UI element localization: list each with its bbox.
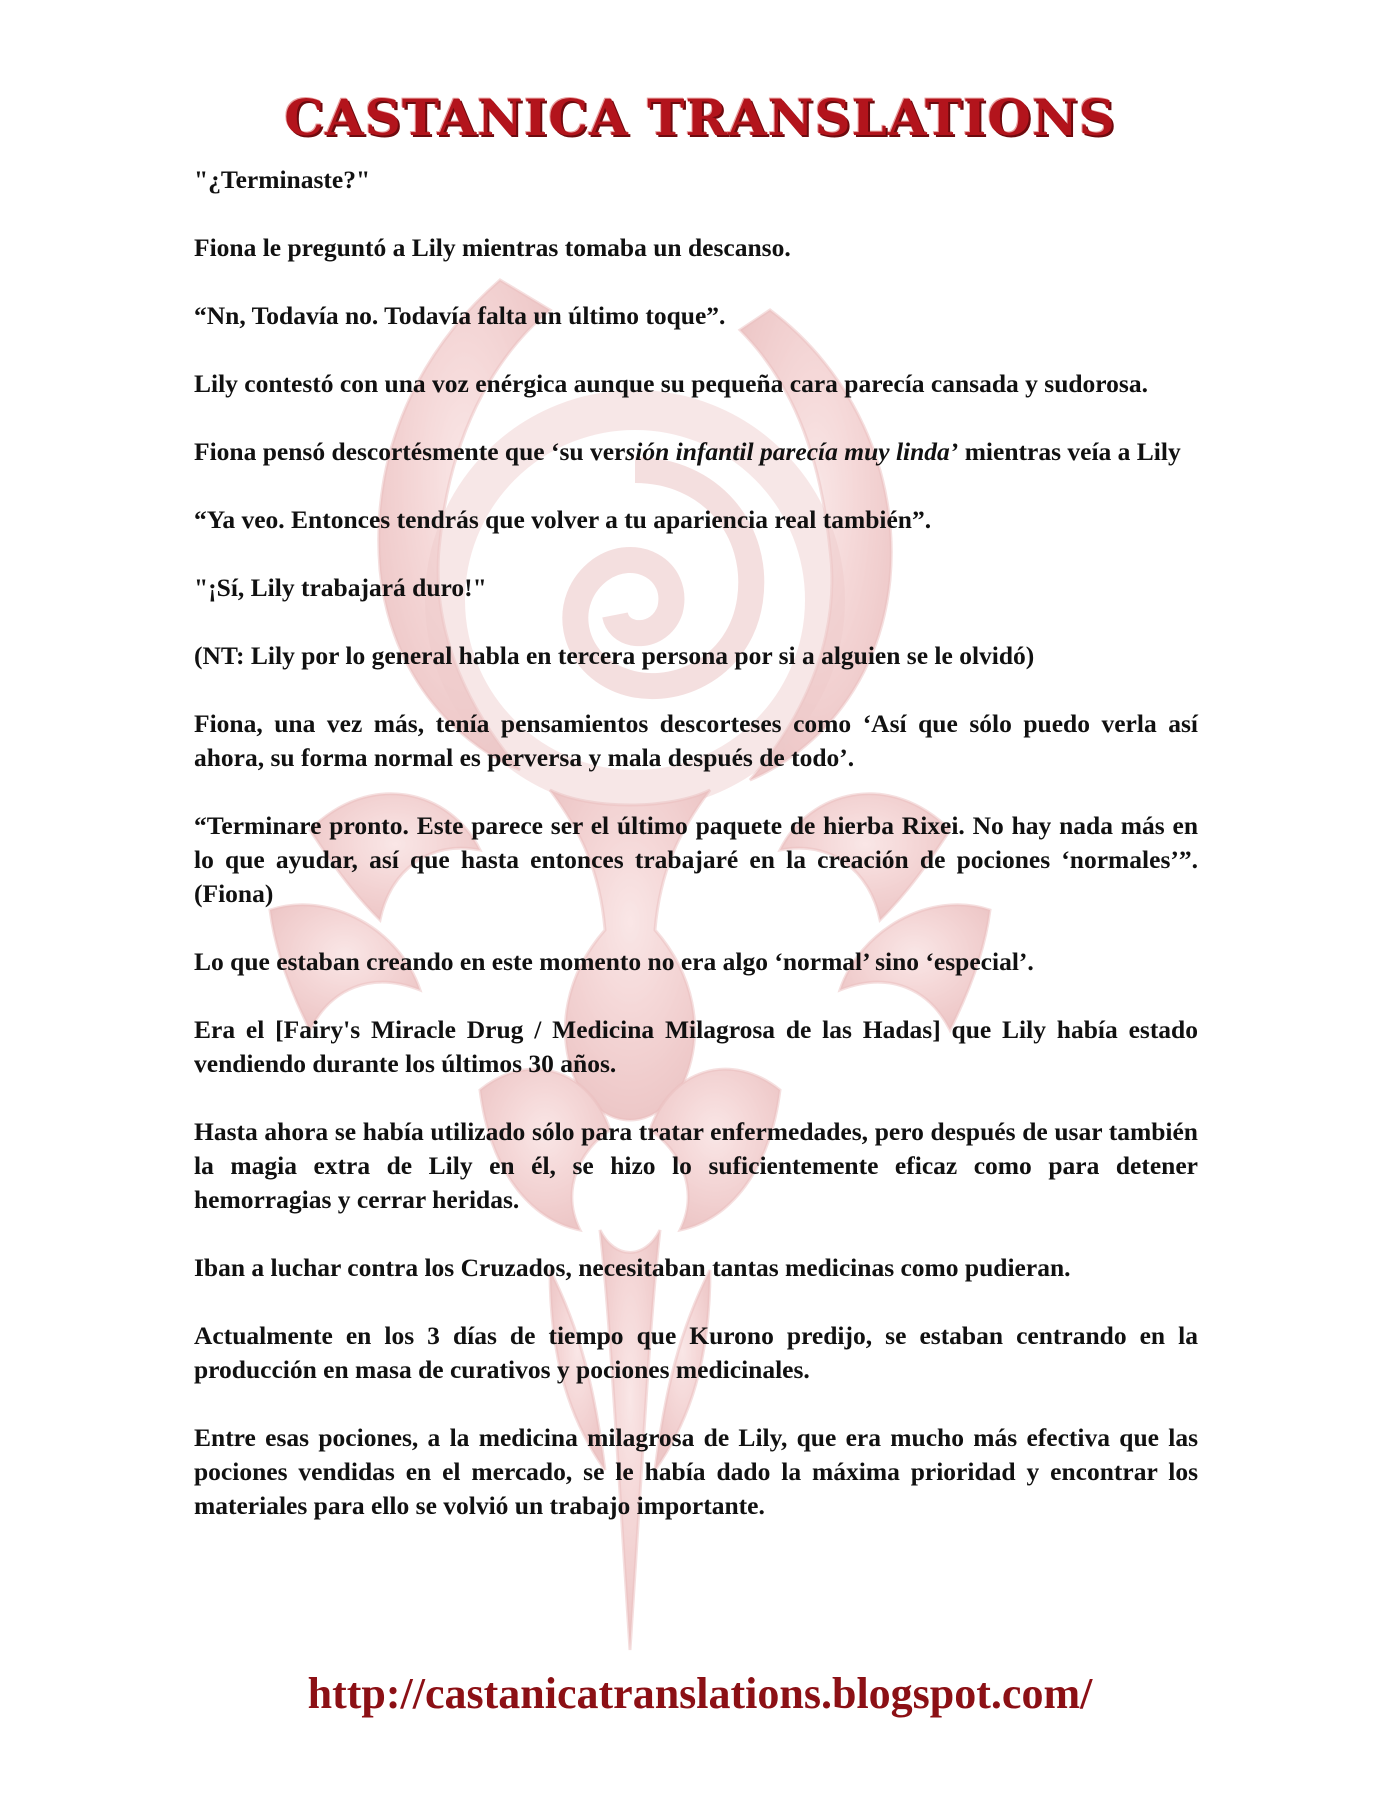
paragraph: Iban a luchar contra los Cruzados, necesitaban tantas medicinas como pudieran.: [194, 1253, 1071, 1282]
header-title: CASTANICA TRANSLATIONS: [284, 88, 1116, 147]
paragraph: Entre esas pociones, a la medicina milagrosa de Lily, que era mucho más efectiva que las pociones vendidas en el mercado, se le había dado la máxima prioridad y encontrar los materiales para ello se volvió un trabajo importante.: [194, 1423, 1198, 1520]
paragraph: Era el [Fairy's Miracle Drug / Medicina Milagrosa de las Hadas] que Lily había estado vendiendo durante los últimos 30 años.: [194, 1015, 1198, 1078]
paragraph: Fiona le preguntó a Lily mientras tomaba un descanso.: [194, 233, 791, 262]
paragraph: “Nn, Todavía no. Todavía falta un último toque”.: [194, 301, 726, 330]
paragraph-text: Fiona pensó descortésmente que ‘su ver: [194, 437, 626, 466]
paragraph: Actualmente en los 3 días de tiempo que Kurono predijo, se estaban centrando en la producción en masa de curativos y pociones medicinales.: [194, 1321, 1198, 1384]
footer-url-link[interactable]: http://castanicatranslations.blogspot.com/: [307, 1669, 1093, 1718]
paragraph-italic-text: sión infantil parecía muy linda’: [625, 437, 959, 466]
paragraph: Lily contestó con una voz enérgica aunque su pequeña cara parecía cansada y sudorosa.: [194, 369, 1148, 398]
paragraph: “Ya veo. Entonces tendrás que volver a tu apariencia real también”.: [194, 505, 932, 534]
paragraph: Hasta ahora se había utilizado sólo para tratar enfermedades, pero después de usar también la magia extra de Lily en él, se hizo lo suficientemente eficaz como para detener hemorragias y cerrar heridas.: [194, 1117, 1198, 1214]
paragraph: "¡Sí, Lily trabajará duro!": [194, 573, 487, 602]
document-body: [194, 163, 1198, 1523]
paragraph: "¿Terminaste?": [194, 165, 371, 194]
paragraph-mixed: [194, 435, 1198, 469]
paragraph: Fiona, una vez más, tenía pensamientos descorteses como ‘Así que sólo puedo verla así ahora, su forma normal es perversa y mala después de todo’.: [194, 709, 1198, 772]
paragraph: “Terminare pronto. Este parece ser el último paquete de hierba Rixei. No hay nada más en lo que ayudar, así que hasta entonces trabajaré en la creación de pociones ‘normales’”. (Fiona): [194, 811, 1198, 908]
paragraph: Lo que estaban creando en este momento no era algo ‘normal’ sino ‘especial’.: [194, 947, 1034, 976]
paragraph-text: mientras veía a Lily: [958, 437, 1181, 466]
paragraph: (NT: Lily por lo general habla en tercera persona por si a alguien se le olvidó): [194, 641, 1035, 670]
